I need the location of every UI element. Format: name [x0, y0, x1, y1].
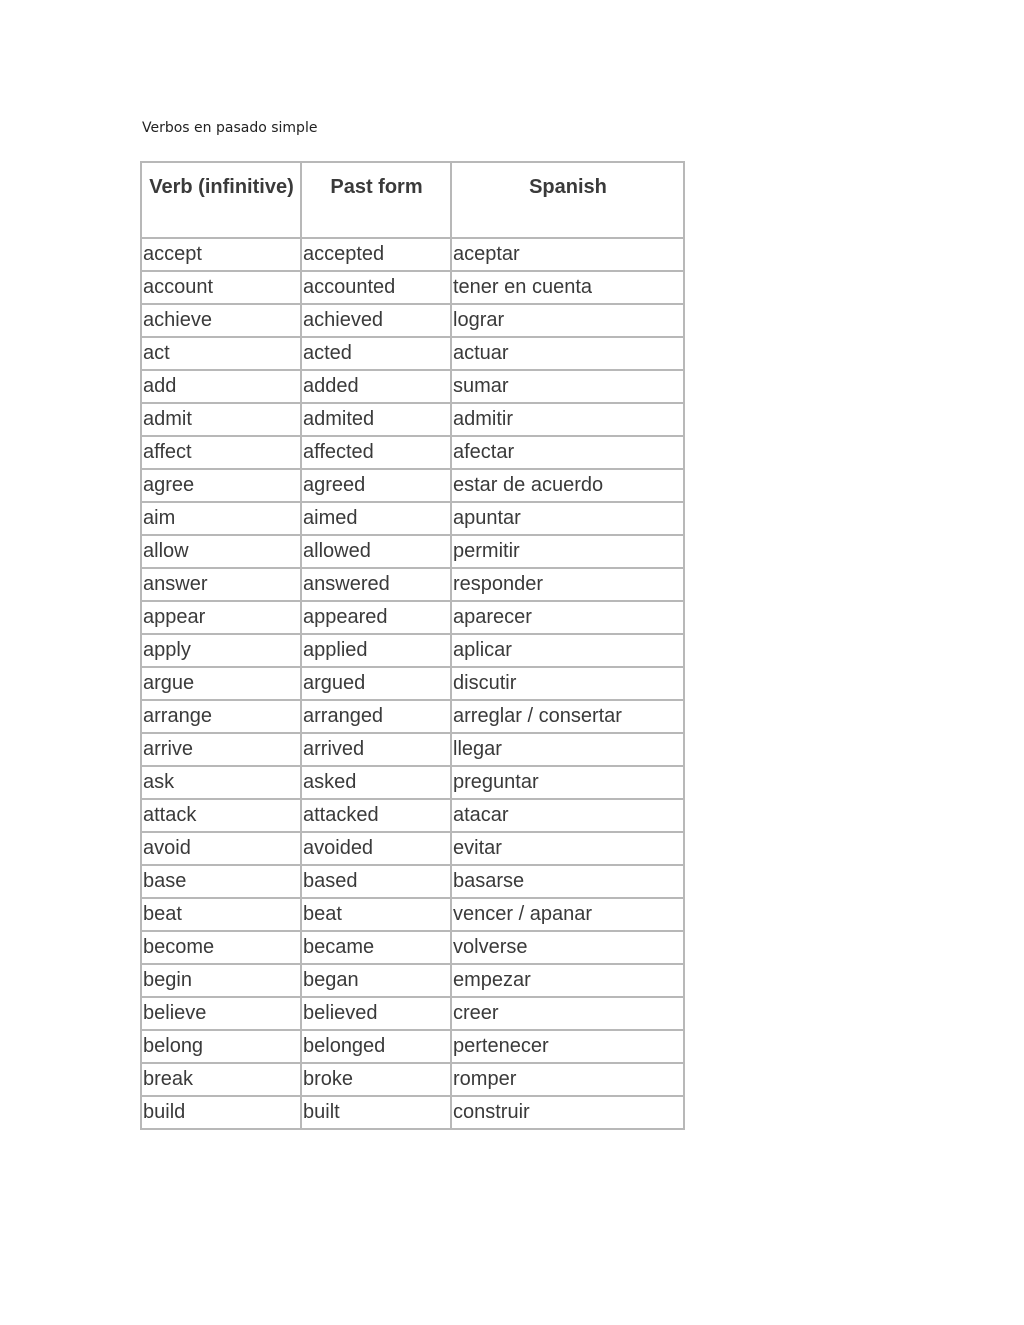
cell-infinitive: act: [141, 337, 301, 370]
cell-past-form: attacked: [301, 799, 451, 832]
table-row: [141, 799, 684, 832]
cell-infinitive: add: [141, 370, 301, 403]
cell-spanish: aplicar: [451, 634, 684, 667]
cell-spanish: evitar: [451, 832, 684, 865]
cell-infinitive: agree: [141, 469, 301, 502]
cell-spanish: actuar: [451, 337, 684, 370]
table-row: [141, 535, 684, 568]
table-header-row: [141, 162, 684, 238]
cell-spanish: romper: [451, 1063, 684, 1096]
cell-spanish: lograr: [451, 304, 684, 337]
table-row: [141, 667, 684, 700]
cell-infinitive: believe: [141, 997, 301, 1030]
cell-infinitive: begin: [141, 964, 301, 997]
table-row: [141, 337, 684, 370]
cell-spanish: creer: [451, 997, 684, 1030]
table-body: [141, 238, 684, 1129]
cell-spanish: preguntar: [451, 766, 684, 799]
cell-infinitive: avoid: [141, 832, 301, 865]
cell-past-form: arranged: [301, 700, 451, 733]
cell-spanish: atacar: [451, 799, 684, 832]
table-row: [141, 1096, 684, 1129]
cell-spanish: apuntar: [451, 502, 684, 535]
page-title: Verbos en pasado simple: [142, 120, 318, 136]
table-row: [141, 370, 684, 403]
cell-infinitive: accept: [141, 238, 301, 271]
cell-past-form: beat: [301, 898, 451, 931]
cell-past-form: asked: [301, 766, 451, 799]
cell-past-form: avoided: [301, 832, 451, 865]
table-row: [141, 403, 684, 436]
cell-past-form: based: [301, 865, 451, 898]
cell-infinitive: base: [141, 865, 301, 898]
table-row: [141, 1063, 684, 1096]
cell-past-form: answered: [301, 568, 451, 601]
table-row: [141, 436, 684, 469]
cell-infinitive: appear: [141, 601, 301, 634]
cell-spanish: empezar: [451, 964, 684, 997]
cell-spanish: aparecer: [451, 601, 684, 634]
table-row: [141, 634, 684, 667]
table-row: [141, 304, 684, 337]
cell-past-form: acted: [301, 337, 451, 370]
cell-past-form: aimed: [301, 502, 451, 535]
cell-infinitive: ask: [141, 766, 301, 799]
cell-past-form: affected: [301, 436, 451, 469]
verb-table: [140, 161, 685, 1130]
cell-spanish: sumar: [451, 370, 684, 403]
cell-infinitive: achieve: [141, 304, 301, 337]
cell-infinitive: apply: [141, 634, 301, 667]
cell-infinitive: beat: [141, 898, 301, 931]
header-spanish: Spanish: [451, 162, 684, 238]
cell-past-form: agreed: [301, 469, 451, 502]
table-row: [141, 832, 684, 865]
cell-past-form: broke: [301, 1063, 451, 1096]
cell-infinitive: argue: [141, 667, 301, 700]
cell-past-form: began: [301, 964, 451, 997]
cell-spanish: basarse: [451, 865, 684, 898]
cell-spanish: volverse: [451, 931, 684, 964]
table-row: [141, 733, 684, 766]
cell-spanish: pertenecer: [451, 1030, 684, 1063]
table-row: [141, 865, 684, 898]
cell-past-form: added: [301, 370, 451, 403]
cell-spanish: admitir: [451, 403, 684, 436]
cell-infinitive: aim: [141, 502, 301, 535]
cell-past-form: accepted: [301, 238, 451, 271]
cell-infinitive: become: [141, 931, 301, 964]
header-past-form: Past form: [301, 162, 451, 238]
cell-spanish: llegar: [451, 733, 684, 766]
cell-spanish: estar de acuerdo: [451, 469, 684, 502]
cell-past-form: arrived: [301, 733, 451, 766]
cell-infinitive: account: [141, 271, 301, 304]
cell-infinitive: arrange: [141, 700, 301, 733]
cell-past-form: admited: [301, 403, 451, 436]
cell-infinitive: admit: [141, 403, 301, 436]
cell-infinitive: belong: [141, 1030, 301, 1063]
cell-infinitive: arrive: [141, 733, 301, 766]
cell-infinitive: build: [141, 1096, 301, 1129]
table-row: [141, 931, 684, 964]
header-verb-infinitive: Verb (infinitive): [141, 162, 301, 238]
cell-spanish: tener en cuenta: [451, 271, 684, 304]
cell-spanish: aceptar: [451, 238, 684, 271]
cell-spanish: vencer / apanar: [451, 898, 684, 931]
cell-infinitive: affect: [141, 436, 301, 469]
cell-past-form: argued: [301, 667, 451, 700]
cell-past-form: applied: [301, 634, 451, 667]
cell-infinitive: allow: [141, 535, 301, 568]
table-row: [141, 271, 684, 304]
cell-past-form: accounted: [301, 271, 451, 304]
cell-spanish: discutir: [451, 667, 684, 700]
cell-past-form: became: [301, 931, 451, 964]
table-row: [141, 1030, 684, 1063]
table-row: [141, 700, 684, 733]
table-row: [141, 964, 684, 997]
cell-past-form: achieved: [301, 304, 451, 337]
cell-infinitive: attack: [141, 799, 301, 832]
table-row: [141, 568, 684, 601]
table-row: [141, 502, 684, 535]
cell-past-form: allowed: [301, 535, 451, 568]
cell-past-form: appeared: [301, 601, 451, 634]
cell-spanish: arreglar / consertar: [451, 700, 684, 733]
table-row: [141, 238, 684, 271]
table-row: [141, 601, 684, 634]
table-row: [141, 997, 684, 1030]
cell-past-form: believed: [301, 997, 451, 1030]
cell-past-form: built: [301, 1096, 451, 1129]
table-row: [141, 898, 684, 931]
table-row: [141, 469, 684, 502]
cell-infinitive: break: [141, 1063, 301, 1096]
cell-spanish: permitir: [451, 535, 684, 568]
cell-past-form: belonged: [301, 1030, 451, 1063]
cell-spanish: afectar: [451, 436, 684, 469]
cell-spanish: responder: [451, 568, 684, 601]
cell-infinitive: answer: [141, 568, 301, 601]
table-row: [141, 766, 684, 799]
cell-spanish: construir: [451, 1096, 684, 1129]
